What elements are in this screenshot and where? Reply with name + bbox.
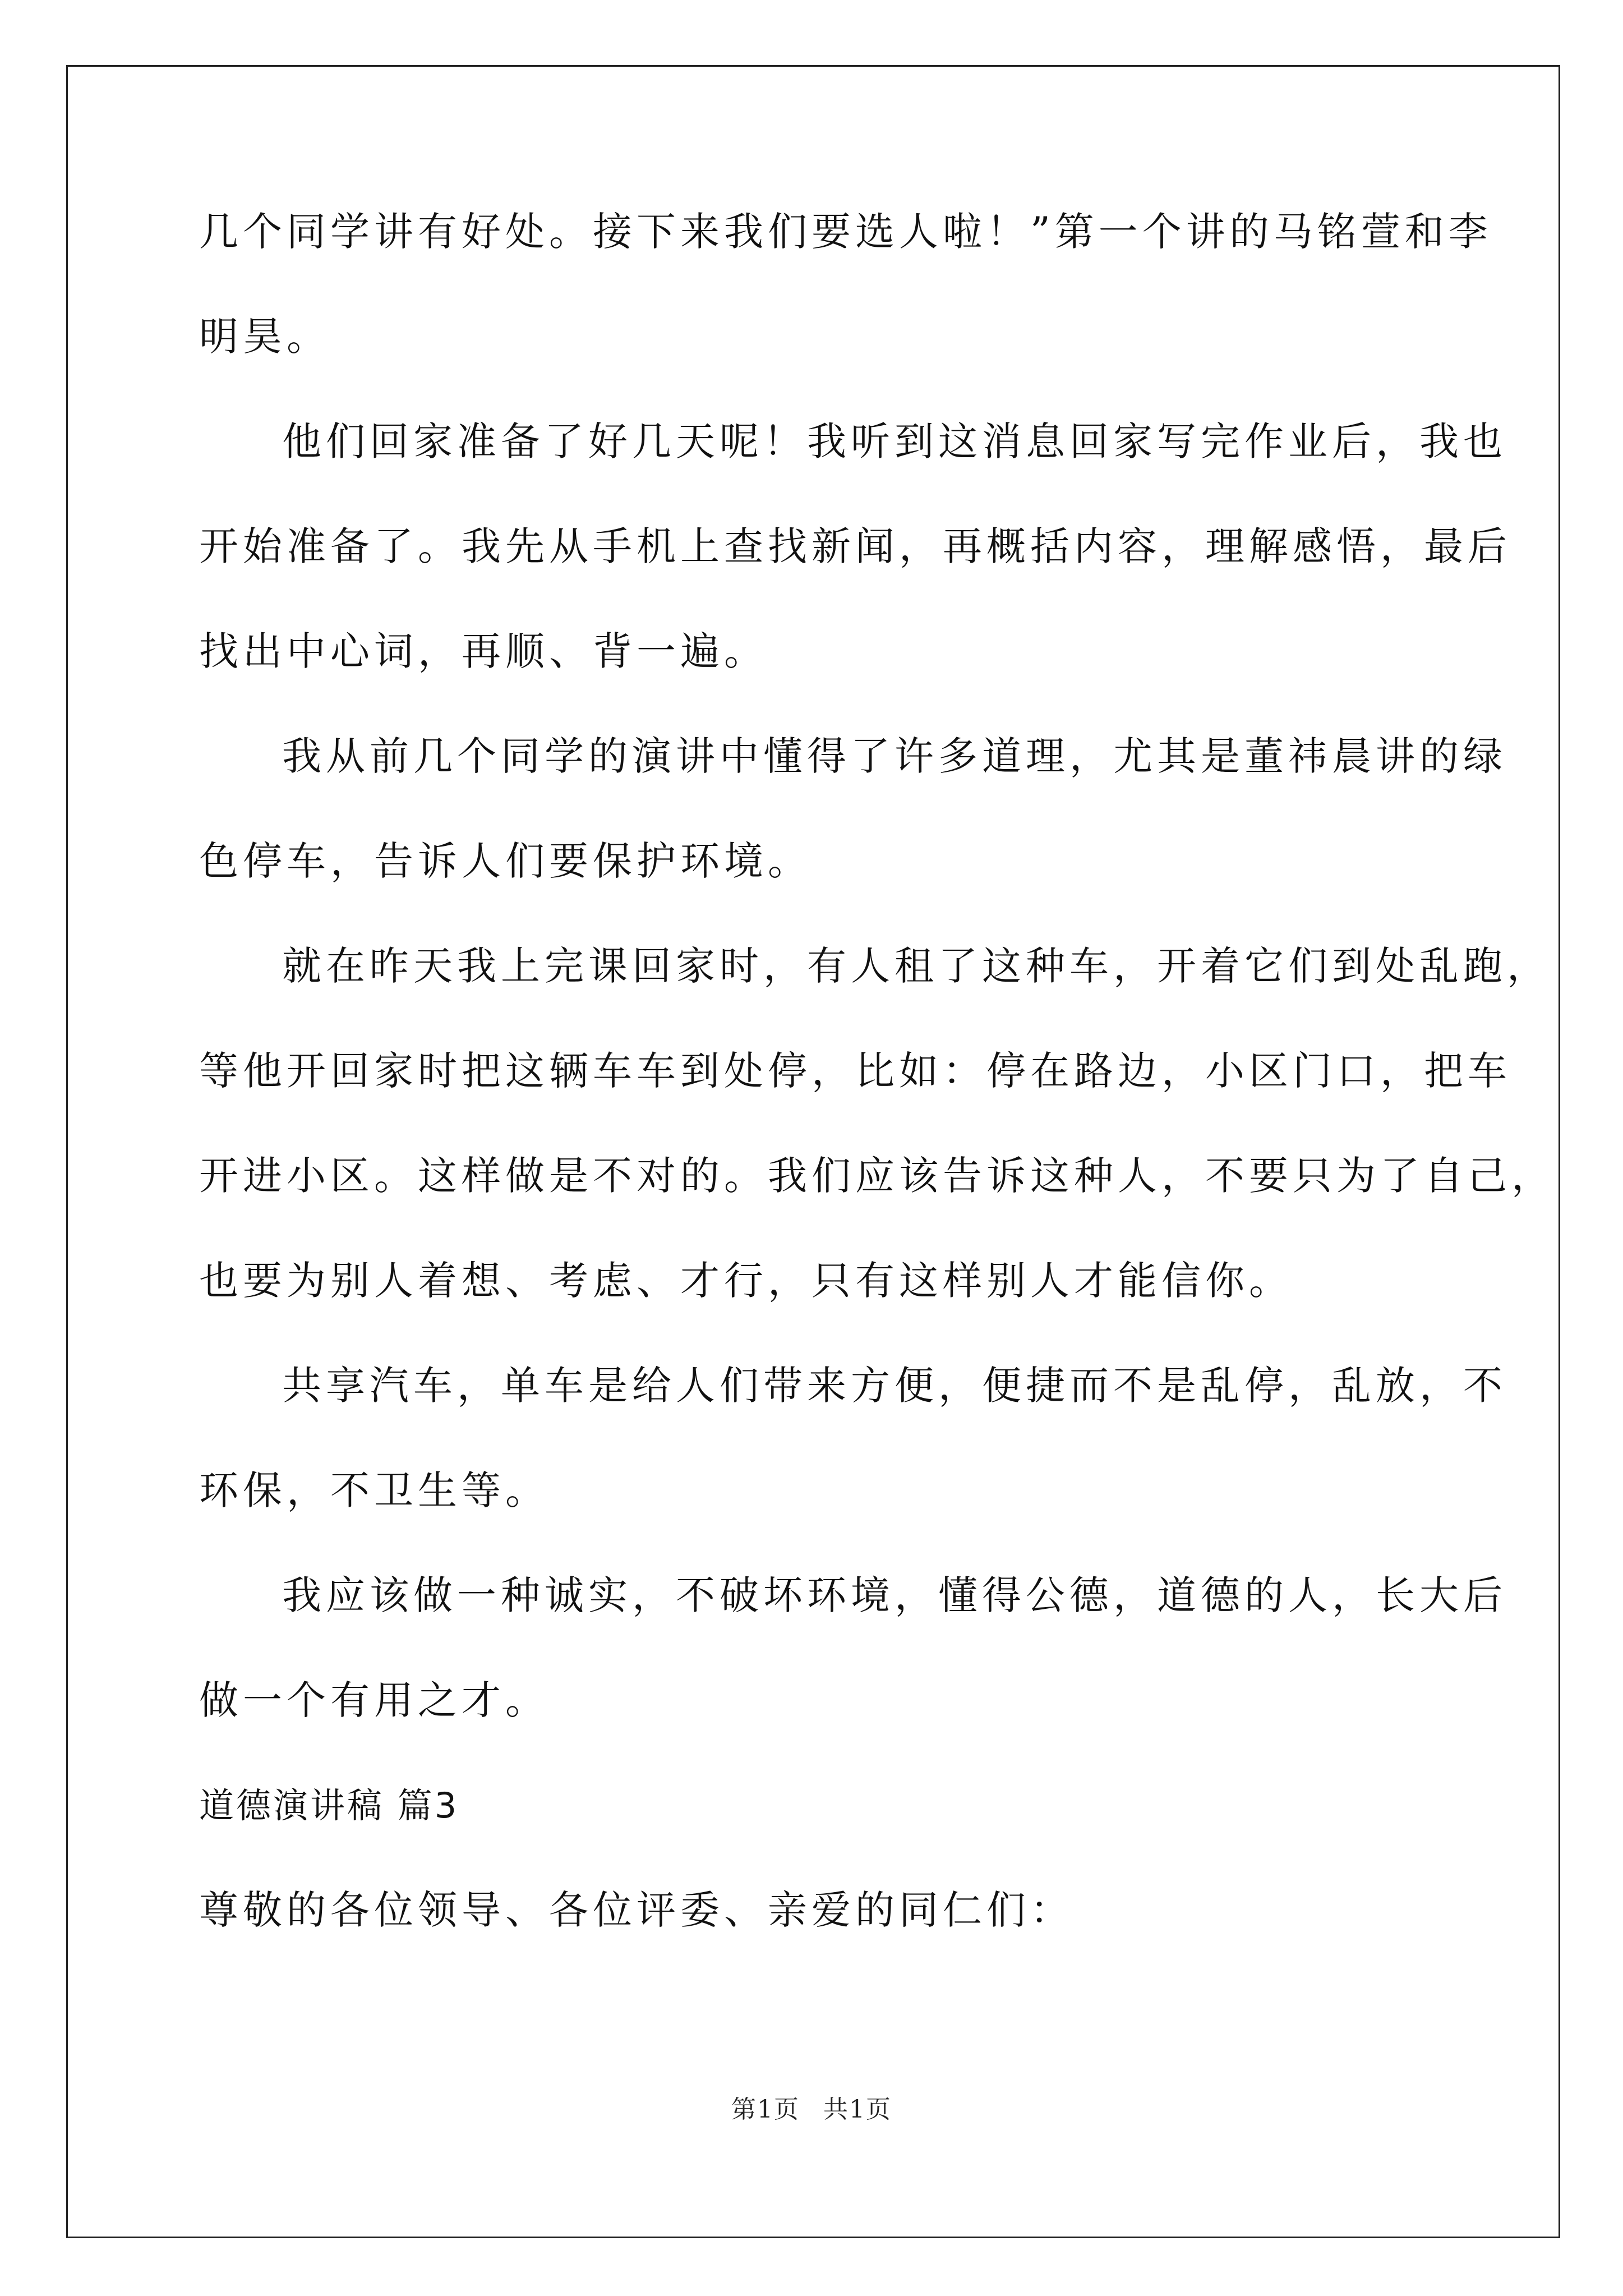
paragraph-start-line: 我从前几个同学的演讲中懂得了许多道理，尤其是董祎晨讲的绿	[282, 733, 1507, 779]
text-line: 开始准备了。我先从手机上查找新闻，再概括内容，理解感悟，最后	[199, 523, 1511, 569]
page-total: 共1页	[823, 2095, 892, 2124]
text-line: 等他开回家时把这辆车车到处停，比如：停在路边，小区门口，把车	[199, 1048, 1511, 1094]
text-line: 也要为别人着想、考虑、才行，只有这样别人才能信你。	[199, 1258, 1293, 1304]
text-line: 做一个有用之才。	[199, 1677, 549, 1723]
paragraph-start-line: 就在昨天我上完课回家时，有人租了这种车，开着它们到处乱跑，	[282, 943, 1551, 989]
text-line: 色停车，告诉人们要保护环境。	[199, 838, 811, 884]
page-number: 第1页	[731, 2095, 800, 2124]
section-heading: 道德演讲稿 篇3	[199, 1785, 459, 1826]
page-footer	[0, 2089, 1623, 2125]
paragraph-start-line: 他们回家准备了好几天呢！我听到这消息回家写完作业后，我也	[282, 418, 1507, 464]
text-line: 开进小区。这样做是不对的。我们应该告诉这种人，不要只为了自己，	[199, 1153, 1555, 1199]
salutation-line: 尊敬的各位领导、各位评委、亲爱的同仁们：	[199, 1887, 1074, 1933]
text-line: 明昊。	[199, 314, 330, 360]
paragraph-start-line: 共享汽车，单车是给人们带来方便，便捷而不是乱停，乱放，不	[282, 1363, 1507, 1409]
paragraph-start-line: 我应该做一种诚实，不破坏环境，懂得公德，道德的人，长大后	[282, 1572, 1507, 1618]
text-line: 找出中心词，再顺、背一遍。	[199, 628, 768, 674]
text-line: 环保，不卫生等。	[199, 1467, 549, 1513]
document-body	[199, 180, 1555, 1963]
text-line: 几个同学讲有好处。接下来我们要选人啦！”第一个讲的马铭萱和李	[199, 209, 1492, 255]
